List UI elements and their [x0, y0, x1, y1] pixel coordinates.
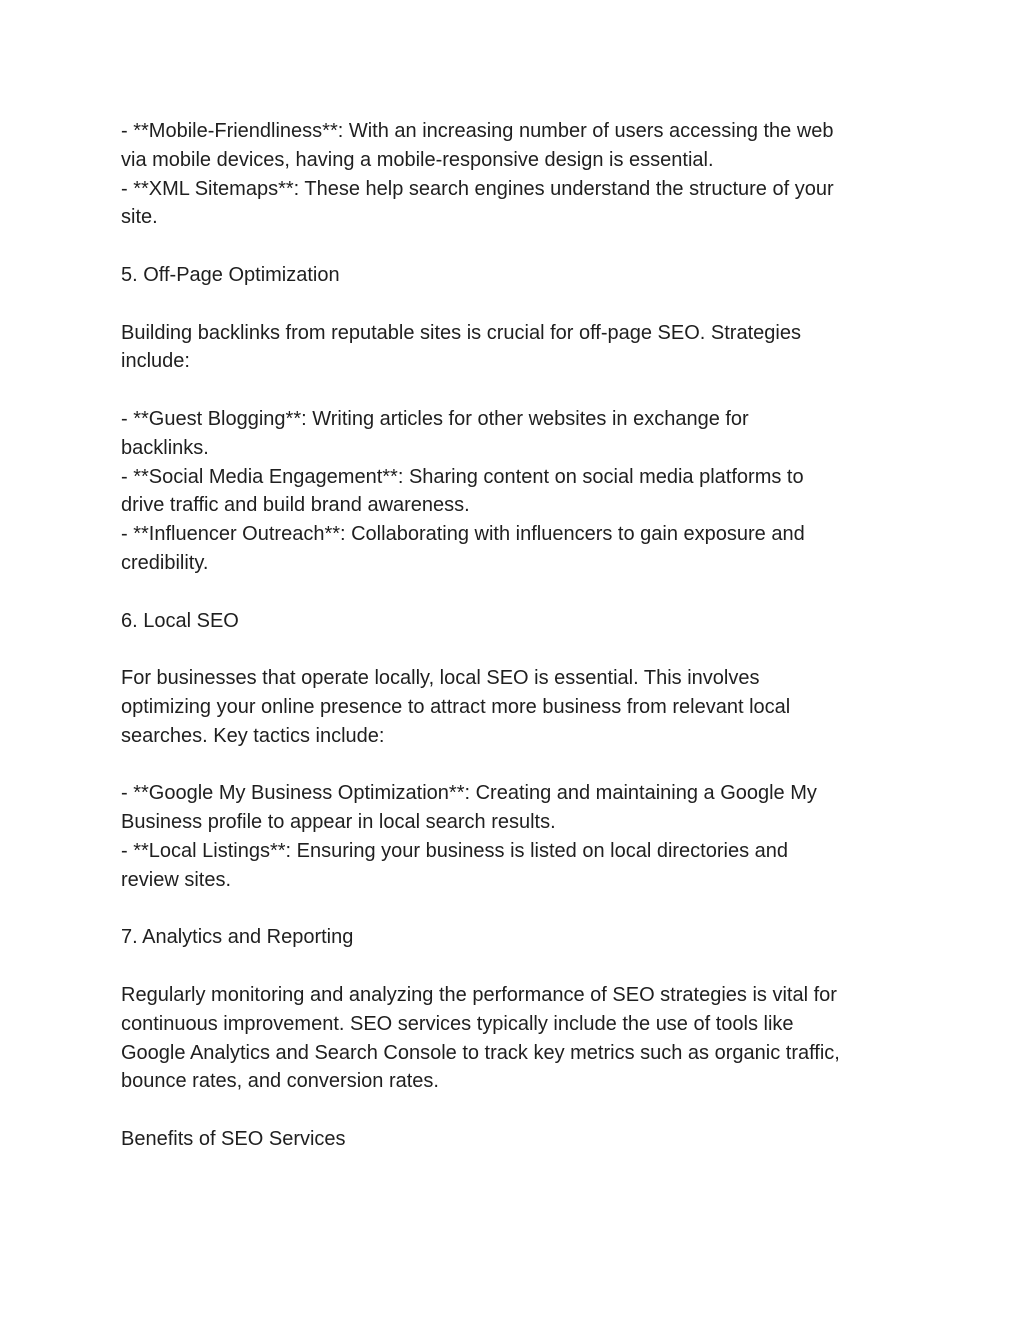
paragraph-line: include: [121, 350, 190, 373]
section-heading-off-page: 5. Off-Page Optimization [121, 263, 340, 286]
paragraph-spacer [121, 1096, 911, 1125]
local-seo-tactics-list [121, 779, 911, 894]
paragraph-spacer [121, 635, 911, 664]
paragraph-spacer [121, 232, 911, 261]
document-page [121, 117, 911, 1154]
list-item-line: site. [121, 206, 158, 229]
paragraph-line: Google Analytics and Search Console to track key metrics such as organic traffic, [121, 1041, 840, 1064]
list-item-line: via mobile devices, having a mobile-responsive design is essential. [121, 148, 714, 171]
list-item-line: - **Guest Blogging**: Writing articles for other websites in exchange for [121, 407, 749, 430]
off-page-strategies-list [121, 405, 911, 578]
technical-seo-list-continued [121, 117, 911, 232]
paragraph-line: bounce rates, and conversion rates. [121, 1070, 439, 1093]
off-page-intro-paragraph [121, 319, 911, 377]
paragraph-line: For businesses that operate locally, local SEO is essential. This involves [121, 667, 760, 690]
paragraph-line: optimizing your online presence to attract more business from relevant local [121, 695, 791, 718]
list-item-line: - **XML Sitemaps**: These help search engines understand the structure of your [121, 177, 834, 200]
list-item-line: review sites. [121, 868, 232, 891]
paragraph-line: continuous improvement. SEO services typically include the use of tools like [121, 1012, 794, 1035]
paragraph-spacer [121, 376, 911, 405]
section-heading-analytics: 7. Analytics and Reporting [121, 926, 354, 949]
list-item-line: - **Local Listings**: Ensuring your business is listed on local directories and [121, 839, 789, 862]
section-heading-benefits: Benefits of SEO Services [121, 1127, 346, 1150]
section-heading-local-seo: 6. Local SEO [121, 609, 239, 632]
list-item-line: Business profile to appear in local search results. [121, 811, 556, 834]
paragraph-spacer [121, 952, 911, 981]
list-item-line: - **Google My Business Optimization**: Creating and maintaining a Google My [121, 782, 817, 805]
paragraph-spacer [121, 751, 911, 780]
list-item-line: drive traffic and build brand awareness. [121, 494, 470, 517]
paragraph-line: searches. Key tactics include: [121, 724, 385, 747]
paragraph-line: Regularly monitoring and analyzing the performance of SEO strategies is vital for [121, 983, 837, 1006]
list-item-line: backlinks. [121, 436, 209, 459]
local-seo-intro-paragraph [121, 664, 911, 750]
list-item-line: - **Social Media Engagement**: Sharing content on social media platforms to [121, 465, 804, 488]
paragraph-spacer [121, 895, 911, 924]
analytics-paragraph [121, 981, 911, 1096]
paragraph-spacer [121, 290, 911, 319]
list-item-line: credibility. [121, 551, 209, 574]
list-item-line: - **Influencer Outreach**: Collaborating with influencers to gain exposure and [121, 523, 805, 546]
paragraph-line: Building backlinks from reputable sites is crucial for off-page SEO. Strategies [121, 321, 801, 344]
paragraph-spacer [121, 578, 911, 607]
list-item-line: - **Mobile-Friendliness**: With an increasing number of users accessing the web [121, 120, 834, 142]
